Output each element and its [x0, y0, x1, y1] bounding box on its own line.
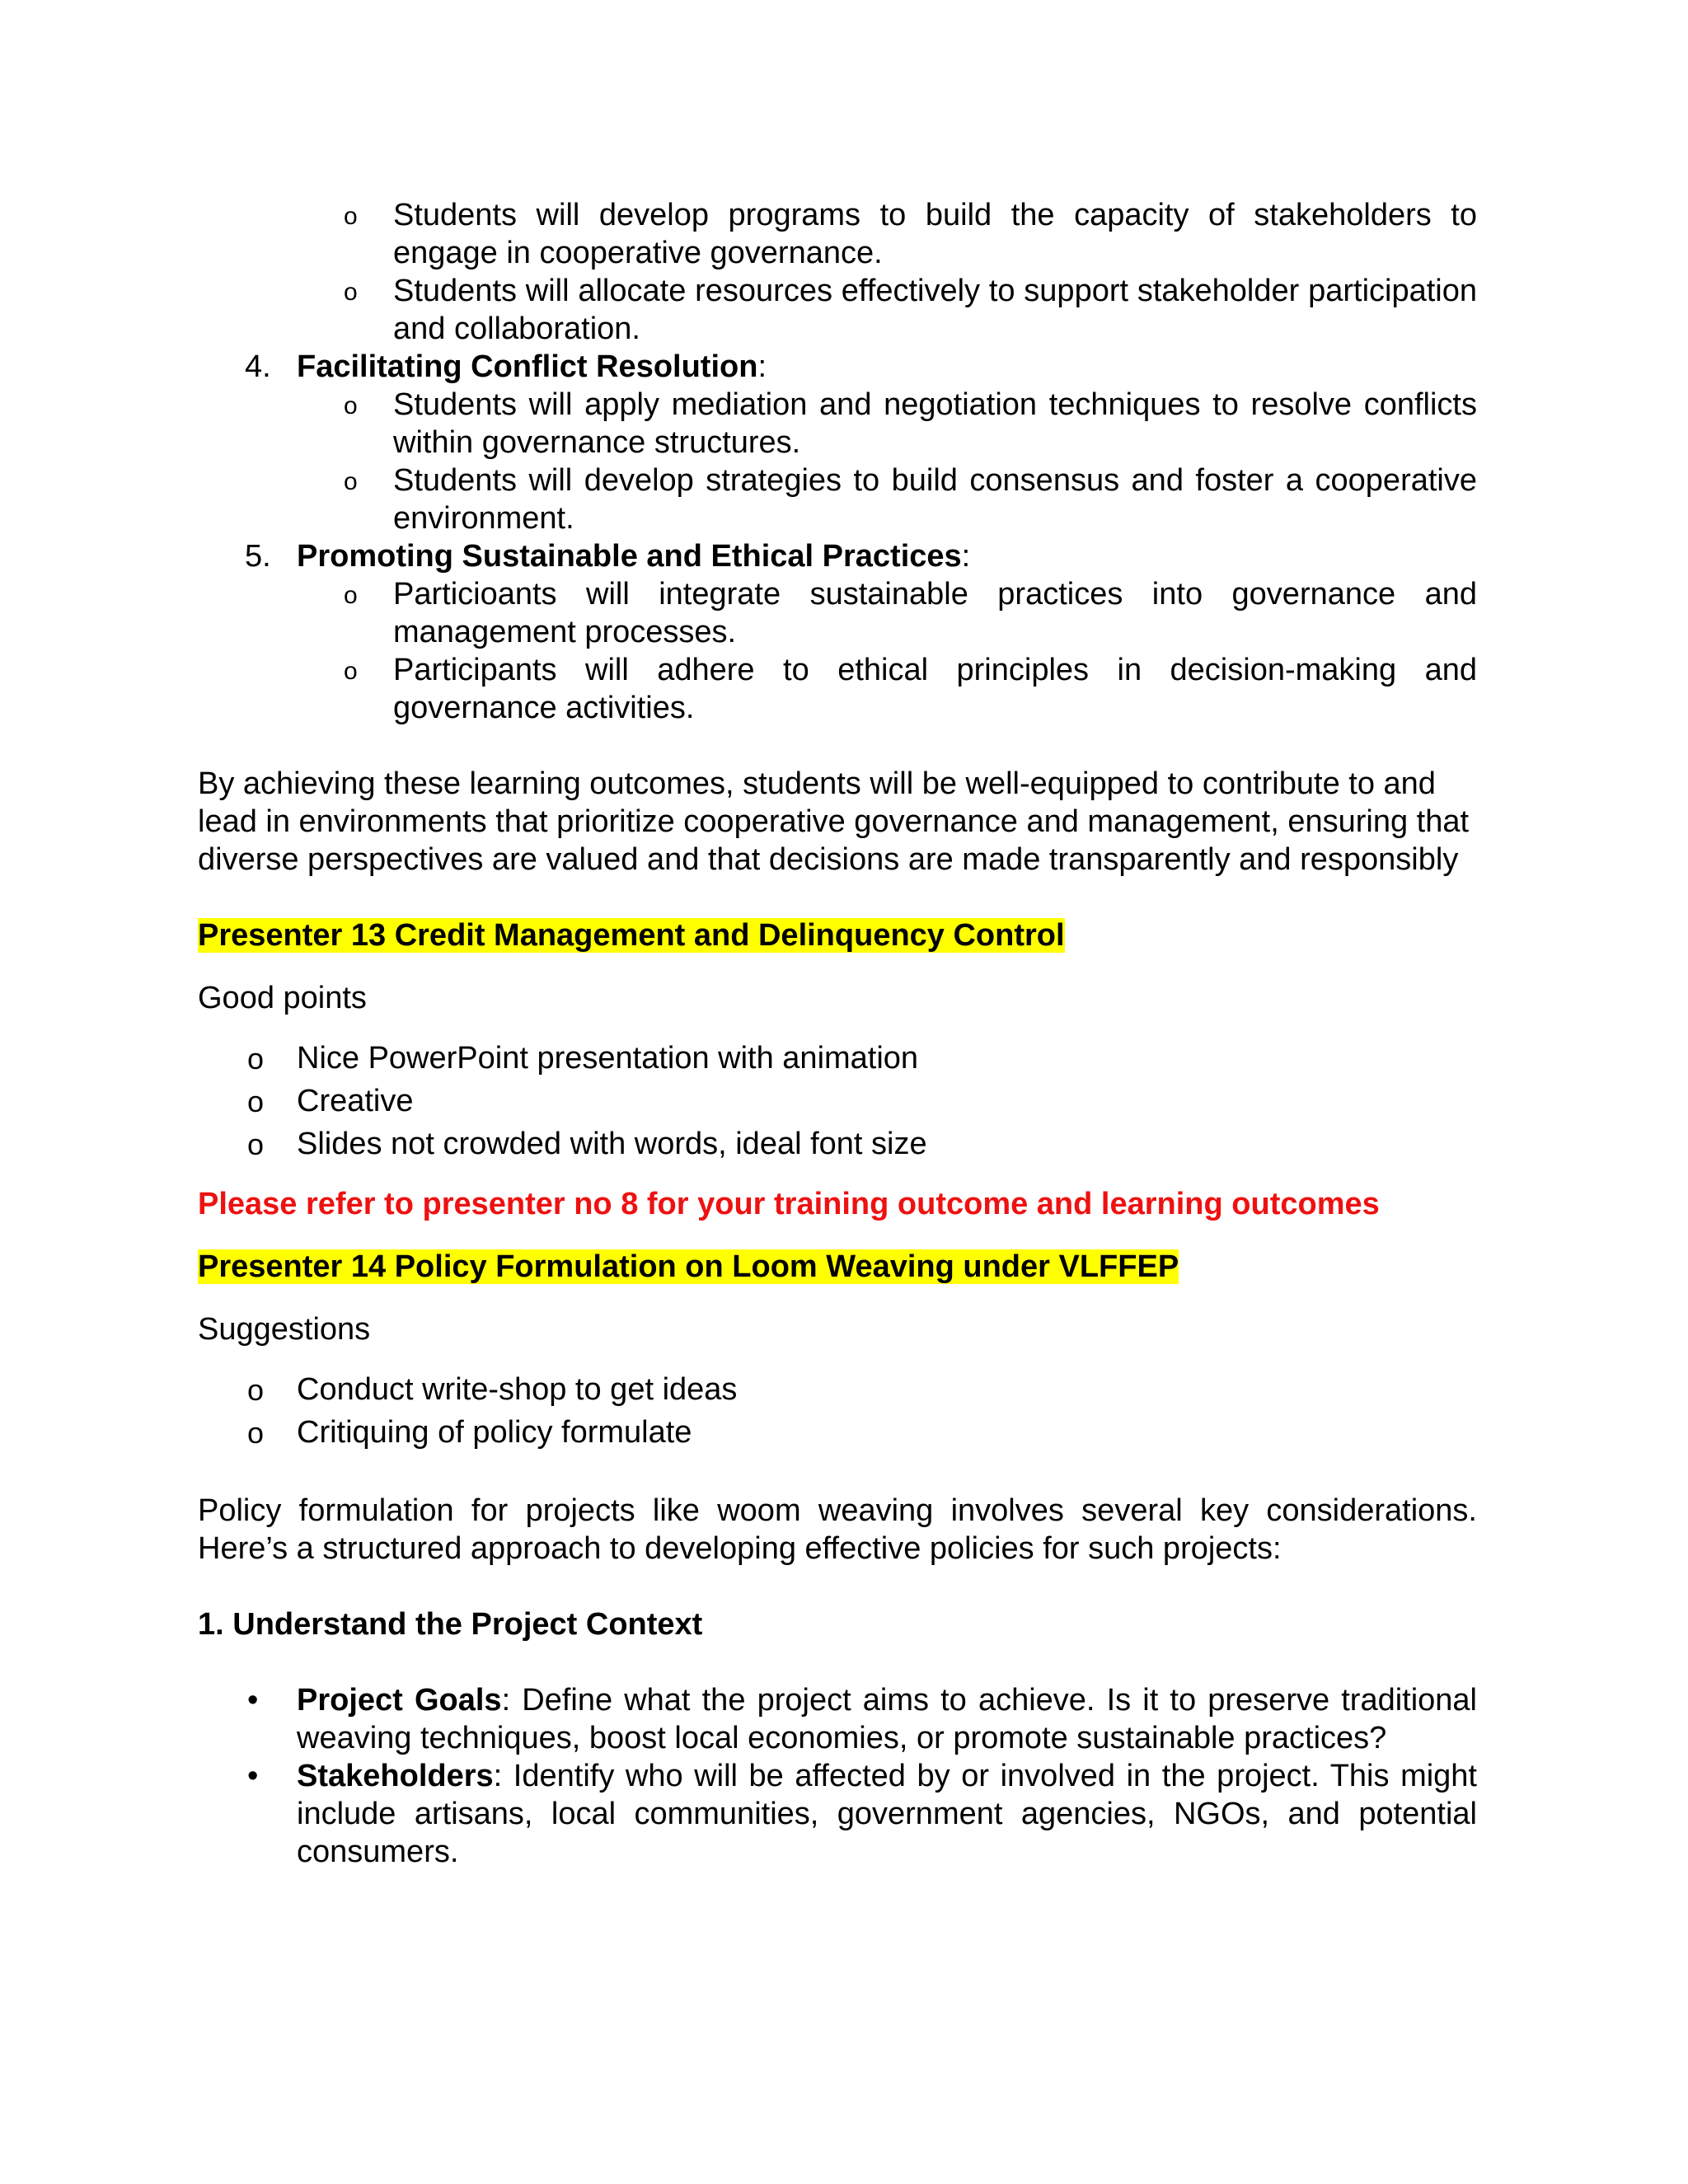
dot-bullet-icon: •: [247, 1683, 259, 1718]
presenter-14-heading: [198, 1248, 1477, 1286]
numbered-item-4: [245, 348, 1477, 386]
sub-list-item: [344, 462, 1477, 537]
sub-list-item: [344, 196, 1477, 272]
sub-list-item: [344, 651, 1477, 727]
list-item: [247, 1080, 1477, 1122]
list-item-text: Critiquing of policy formulate: [297, 1415, 692, 1450]
item-number: 4.: [245, 349, 271, 384]
list-item: [247, 1122, 1477, 1165]
item-title-suffix: :: [961, 539, 971, 574]
sub-list-item: [344, 386, 1477, 462]
sub-list-item-text: Students will develop strategies to build consensus and foster a cooperative environment.: [393, 463, 1477, 536]
circle-bullet-icon: o: [344, 658, 358, 685]
list-item: [247, 1411, 1477, 1454]
circle-bullet-icon: o: [247, 1085, 265, 1118]
list-item: [247, 1681, 1477, 1757]
item-title-suffix: :: [757, 349, 767, 384]
presenter-13-heading: [198, 916, 1477, 954]
notice-text: Please refer to presenter no 8 for your training outcome and learning outcomes: [198, 1187, 1380, 1221]
document-page: [198, 196, 1477, 1871]
item-title: Promoting Sustainable and Ethical Practices: [297, 539, 962, 574]
context-list: [198, 1681, 1477, 1871]
circle-bullet-icon: o: [247, 1416, 265, 1450]
list-item-text: : Define what the project aims to achieve. Is it to preserve traditional weaving techniques, boost local economies, or promote sustainable practices?: [297, 1683, 1477, 1755]
list-item-text: : Identify who will be affected by or involved in the project. This might include artisans, local communities, government agencies, NGOs, and potential consumers.: [297, 1759, 1477, 1869]
sub-list-item: [344, 272, 1477, 348]
list-item-text: Nice PowerPoint presentation with animation: [297, 1041, 919, 1076]
sub-list-item-text: Students will apply mediation and negotiation techniques to resolve conflicts within governance structures.: [393, 387, 1477, 460]
context-heading: 1. Understand the Project Context: [198, 1607, 703, 1642]
circle-bullet-icon: o: [344, 468, 358, 495]
circle-bullet-icon: o: [247, 1127, 265, 1161]
sub-list-item-text: Particioants will integrate sustainable practices into governance and management processes.: [393, 577, 1477, 649]
highlighted-heading: Presenter 13 Credit Management and Delinquency Control: [198, 918, 1065, 953]
good-points-list: [198, 1037, 1477, 1165]
summary-paragraph: By achieving these learning outcomes, students will be well-equipped to contribute to and lead in environments that prioritize cooperative governance and management, ensuring that diverse perspectives are valued and that decisions are made transparently and responsibly: [198, 766, 1470, 877]
list-item-term: Stakeholders: [297, 1759, 494, 1793]
sub-list-item-text: Participants will adhere to ethical principles in decision-making and governance activities.: [393, 653, 1477, 725]
suggestions-list: [198, 1368, 1477, 1454]
list-item-term: Project Goals: [297, 1683, 502, 1718]
item-number: 5.: [245, 539, 271, 574]
numbered-item-5: [245, 537, 1477, 575]
list-item-text: Slides not crowded with words, ideal font size: [297, 1127, 927, 1161]
circle-bullet-icon: o: [247, 1373, 265, 1407]
sub-list-item-text: Students will develop programs to build the capacity of stakeholders to engage in cooperative governance.: [393, 198, 1477, 270]
item-title: Facilitating Conflict Resolution: [297, 349, 758, 384]
good-points-label: Good points: [198, 981, 367, 1015]
dot-bullet-icon: •: [247, 1759, 259, 1793]
policy-intro-paragraph: Policy formulation for projects like woom weaving involves several key considerations. Here’s a structured approach to developing effective policies for such projects:: [198, 1493, 1477, 1566]
list-item-text: Conduct write-shop to get ideas: [297, 1372, 738, 1407]
list-item: [247, 1368, 1477, 1411]
suggestions-label: Suggestions: [198, 1312, 371, 1347]
circle-bullet-icon: o: [247, 1042, 265, 1076]
circle-bullet-icon: o: [344, 279, 358, 306]
list-item-text: Creative: [297, 1084, 414, 1118]
sub-list-item: [344, 575, 1477, 651]
circle-bullet-icon: o: [344, 392, 358, 419]
circle-bullet-icon: o: [344, 582, 358, 609]
highlighted-heading: Presenter 14 Policy Formulation on Loom Weaving under VLFFEP: [198, 1249, 1179, 1284]
list-item: [247, 1037, 1477, 1080]
circle-bullet-icon: o: [344, 203, 358, 230]
list-item: [247, 1757, 1477, 1871]
sub-list-item-text: Students will allocate resources effectively to support stakeholder participation and collaboration.: [393, 274, 1477, 346]
